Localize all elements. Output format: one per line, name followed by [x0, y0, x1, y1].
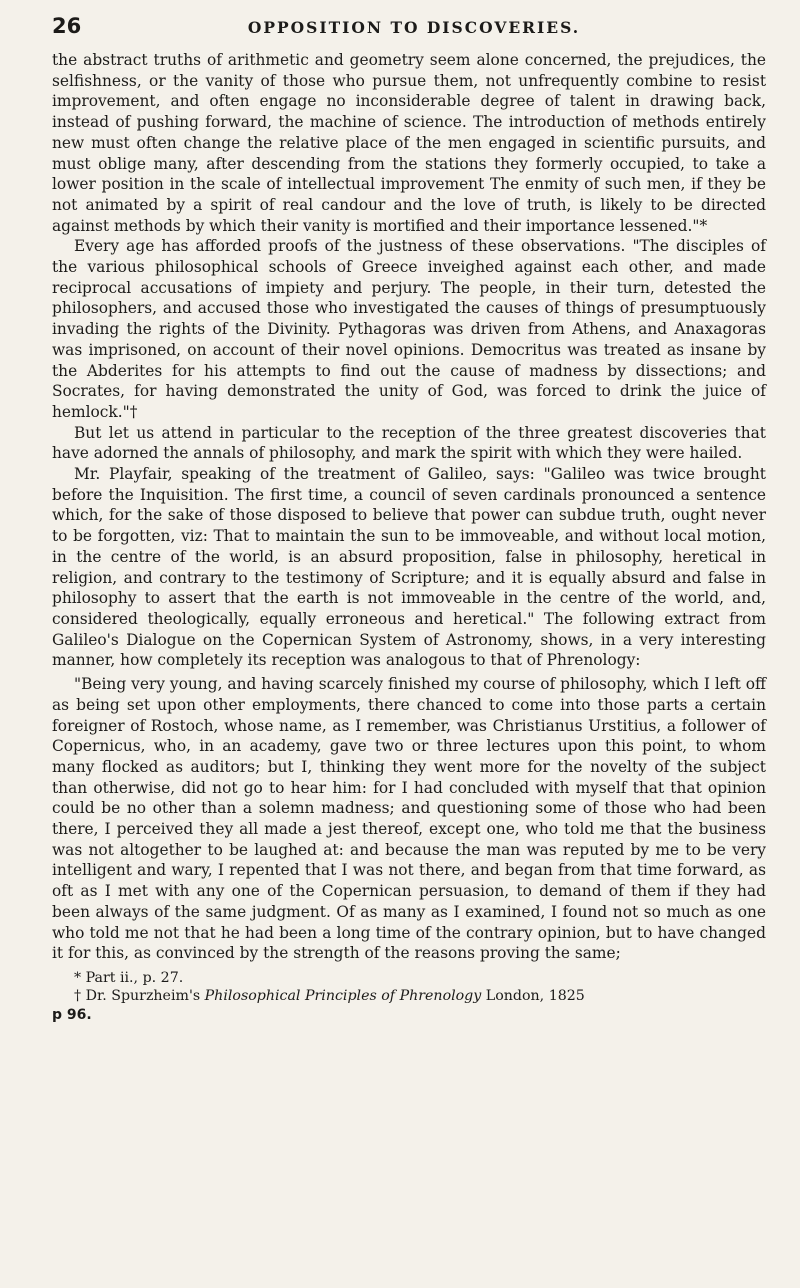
paragraph: the abstract truths of arithmetic and geometry seem alone concerned, the prejudices, the selfishness, or the vanity of those who pursue them, not unfrequently combine to resist improvement, and often engage no inconsiderable degree of talent in drawing back, instead of pushing forward, the machine of science. The introduction of methods entirely new must often change the relative place of the men engaged in scientific pursuits, and must oblige many, after descending from the stations they formerly occupied, to take a lower position in the scale of intellectual improvement The enmity of such men, if they be not animated by a spirit of real candour and the love of truth, is likely to be directed against methods by which their vanity is mortified and their importance lessened."*: [52, 51, 766, 235]
footnote-text: London, 1825: [481, 988, 585, 1005]
footnotes: [52, 969, 766, 1025]
quotation-paragraph: "Being very young, and having scarcely finished my course of philosophy, which I left off as being set upon other employments, there chanced to come into those parts a certain foreigner of Rostoch, whose name, as I remember, was Christianus Urstitius, a follower of Copernicus, who, in an academy, gave two or three lectures upon this point, to whom many flocked as auditors; but I, thinking they went more for the novelty of the subject than otherwise, did not go to hear him: for I had concluded with myself that that opinion could be no other than a solemn madness; and questioning some of those who had been there, I perceived they all made a jest thereof, except one, who told me that the business was not altogether to be laughed at: and because the man was reputed by me to be very intelligent and wary, I repented that I was not there, and began from that time forward, as oft as I met with any one of the Copernican persuasion, to demand of them if they had been always of the same judgment. Of as many as I examined, I found not so much as one who told me not that he had been a long time of the contrary opinion, but to have changed it for this, as convinced by the strength of the reasons proving the same;: [52, 675, 766, 963]
footnote-book-title: Philosophical Principles of Phrenology: [204, 988, 482, 1005]
footnote: * Part ii., p. 27.: [74, 969, 184, 986]
running-title: OPPOSITION TO DISCOVERIES.: [247, 18, 581, 37]
footnote-page-ref: p 96.: [52, 1006, 92, 1023]
body-text: [52, 50, 766, 964]
paragraph: Mr. Playfair, speaking of the treatment of Galileo, says: "Galileo was twice brought before the Inquisition. The first time, a council of seven cardinals pronounced a sentence which, for the sake of those disposed to believe that power can subdue truth, ought never to be forgotten, viz: That to maintain the sun to be immoveable, and without local motion, in the centre of the world, is an absurd proposition, false in philosophy, heretical in religion, and contrary to the testimony of Scripture; and it is equally absurd and false in philosophy to assert that the earth is not immoveable in the centre of the world, and, considered theologically, equally erroneous and heretical." The following extract from Galileo's Dialogue on the Copernican System of Astronomy, shows, in a very interesting manner, how completely its reception was analogous to that of Phrenology:: [52, 465, 766, 670]
footnote-text: † Dr. Spurzheim's: [74, 988, 205, 1005]
running-head: [52, 14, 766, 44]
paragraph: Every age has afforded proofs of the justness of these observations. "The disciples of the various philosophical schools of Greece inveighed against each other, and made reciprocal accusations of impiety and perjury. The people, in their turn, detested the philosophers, and accused those who investigated the causes of things of presumptuously invading the rights of the Divinity. Pythagoras was driven from Athens, and Anaxagoras was imprisoned, on account of their novel opinions. Democritus was treated as insane by the Abderites for his attempts to find out the cause of madness by dissections; and Socrates, for having demonstrated the unity of God, was forced to drink the juice of hemlock."†: [52, 237, 766, 421]
footnote: [52, 987, 766, 1006]
paragraph: But let us attend in particular to the reception of the three greatest discoveries that have adorned the annals of philosophy, and mark the spirit with which they were hailed.: [52, 423, 766, 463]
page-number: 26: [52, 14, 82, 38]
